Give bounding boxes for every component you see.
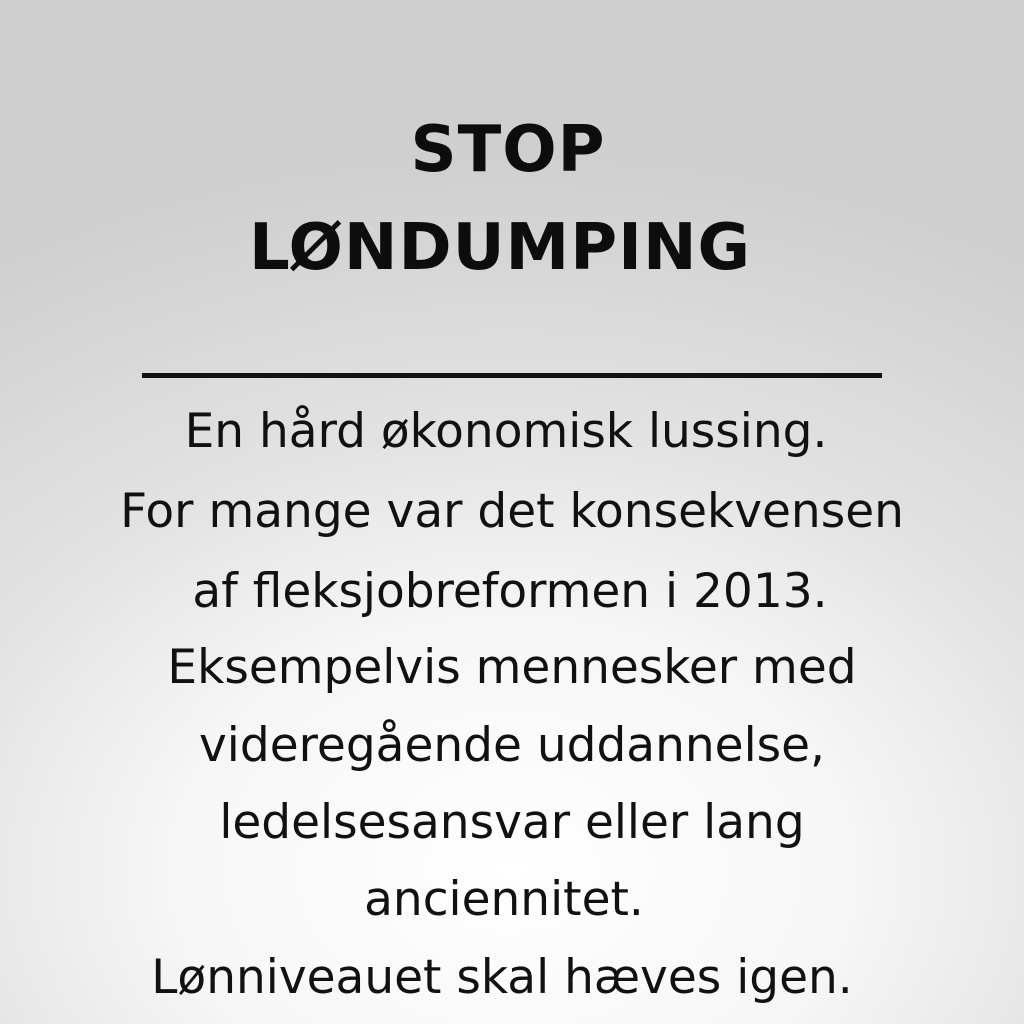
body-line-7: anciennitet. bbox=[364, 872, 644, 927]
body-line-1: En hård økonomisk lussing. bbox=[184, 404, 828, 459]
headline-line-1: STOP bbox=[410, 113, 606, 187]
body-line-3: af fleksjobreformen i 2013. bbox=[192, 564, 828, 619]
body-line-8: Lønniveauet skal hæves igen. bbox=[151, 950, 853, 1005]
divider bbox=[142, 373, 882, 378]
body-line-5: videregående uddannelse, bbox=[198, 718, 825, 773]
body-line-6: ledelsesansvar eller lang bbox=[219, 795, 805, 850]
body-line-2: For mange var det konsekvensen bbox=[120, 484, 904, 539]
body-line-4: Eksempelvis mennesker med bbox=[167, 640, 857, 695]
headline-line-2: LØNDUMPING bbox=[248, 211, 752, 285]
